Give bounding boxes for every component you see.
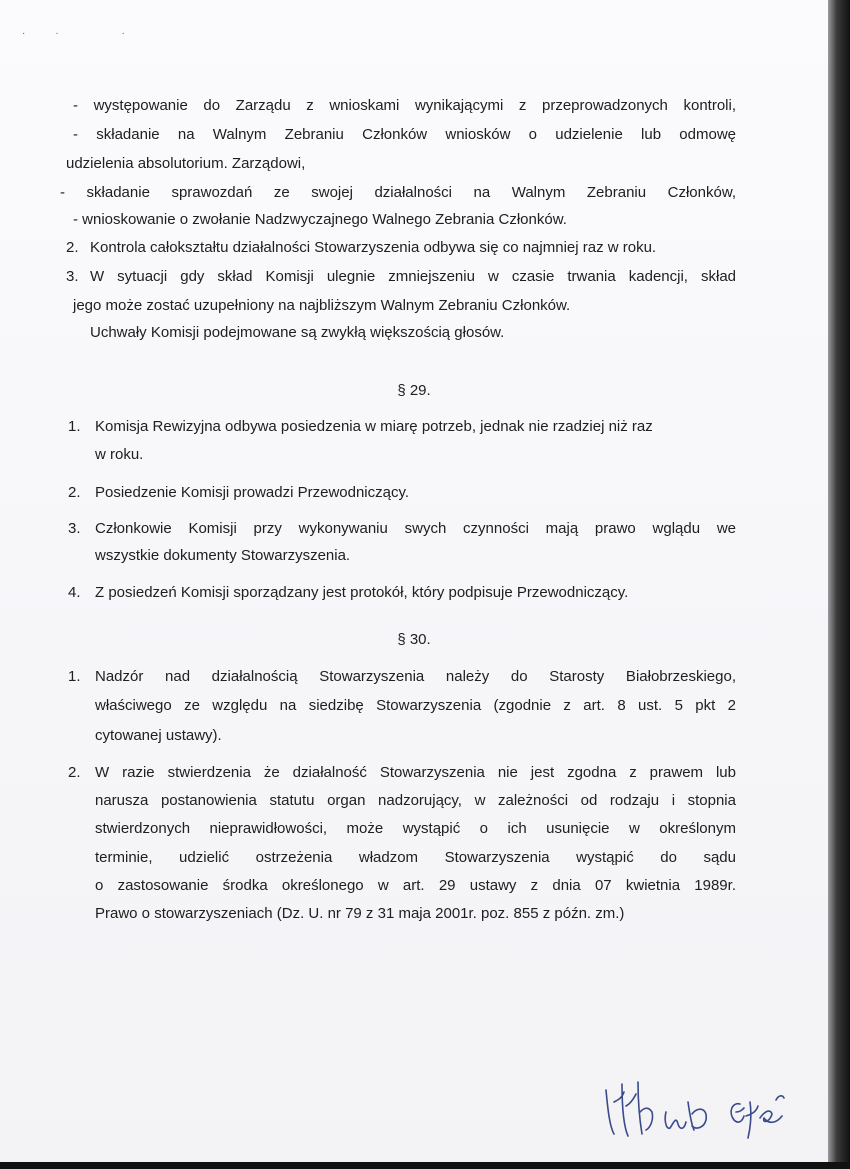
section-heading: § 30.	[397, 631, 431, 648]
scan-edge-right	[828, 0, 850, 1169]
text-line: o zastosowanie środka określonego w art. 29 ustawy z dnia 07 kwietnia 1989r.	[95, 877, 736, 894]
text-line: Komisja Rewizyjna odbywa posiedzenia w miarę potrzeb, jednak nie rzadziej niż raz	[95, 418, 653, 435]
scan-marks: ·· ·	[22, 28, 155, 39]
text-line: - wnioskowanie o zwołanie Nadzwyczajnego Walnego Zebrania Członków.	[73, 211, 567, 228]
list-number: 1.	[68, 418, 81, 435]
text-line: cytowanej ustawy).	[95, 727, 222, 744]
list-number: 2.	[66, 239, 79, 256]
text-line: terminie, udzielić ostrzeżenia władzom Stowarzyszenia wystąpić do sądu	[95, 849, 736, 866]
text-line: udzielenia absolutorium. Zarządowi,	[66, 155, 306, 172]
text-line: Kontrola całokształtu działalności Stowarzyszenia odbywa się co najmniej raz w roku.	[90, 239, 657, 256]
text-line: Nadzór nad działalnością Stowarzyszenia należy do Starosty Białobrzeskiego,	[95, 668, 736, 685]
list-number: 2.	[68, 764, 81, 781]
text-line: Posiedzenie Komisji prowadzi Przewodniczący.	[95, 484, 410, 501]
text-line: Prawo o stowarzyszeniach (Dz. U. nr 79 z 31 maja 2001r. poz. 855 z późn. zm.)	[95, 905, 625, 922]
text-line: Z posiedzeń Komisji sporządzany jest protokół, który podpisuje Przewodniczący.	[95, 584, 629, 601]
text-line: Uchwały Komisji podejmowane są zwykłą większością głosów.	[90, 324, 505, 341]
text-line: - składanie na Walnym Zebraniu Członków wniosków o udzielenie lub odmowę	[73, 126, 736, 143]
list-number: 3.	[68, 520, 81, 537]
text-line: właściwego ze względu na siedzibę Stowarzyszenia (zgodnie z art. 8 ust. 5 pkt 2	[95, 697, 736, 714]
section-heading: § 29.	[397, 382, 431, 399]
scan-edge-bottom	[0, 1162, 850, 1169]
text-line: W razie stwierdzenia że działalność Stowarzyszenia nie jest zgodna z prawem lub	[95, 764, 736, 781]
text-line: w roku.	[95, 446, 144, 463]
text-line: stwierdzonych nieprawidłowości, może wystąpić o ich usunięcie w określonym	[95, 820, 736, 837]
text-line: W sytuacji gdy skład Komisji ulegnie zmniejszeniu w czasie trwania kadencji, skład	[90, 268, 736, 285]
text-line: - składanie sprawozdań ze swojej działalności na Walnym Zebraniu Członków,	[60, 184, 736, 201]
list-number: 3.	[66, 268, 79, 285]
list-number: 2.	[68, 484, 81, 501]
text-line: wszystkie dokumenty Stowarzyszenia.	[95, 547, 351, 564]
text-line: narusza postanowienia statutu organ nadzorujący, w zależności od rodzaju i stopnia	[95, 792, 736, 809]
text-line: Członkowie Komisji przy wykonywaniu swych czynności mają prawo wglądu we	[95, 520, 736, 537]
list-number: 1.	[68, 668, 81, 685]
handwritten-signature	[600, 1072, 810, 1152]
text-line: - występowanie do Zarządu z wnioskami wynikającymi z przeprowadzonych kontroli,	[73, 97, 736, 114]
text-line: jego może zostać uzupełniony na najbliższym Walnym Zebraniu Członków.	[73, 297, 571, 314]
list-number: 4.	[68, 584, 81, 601]
